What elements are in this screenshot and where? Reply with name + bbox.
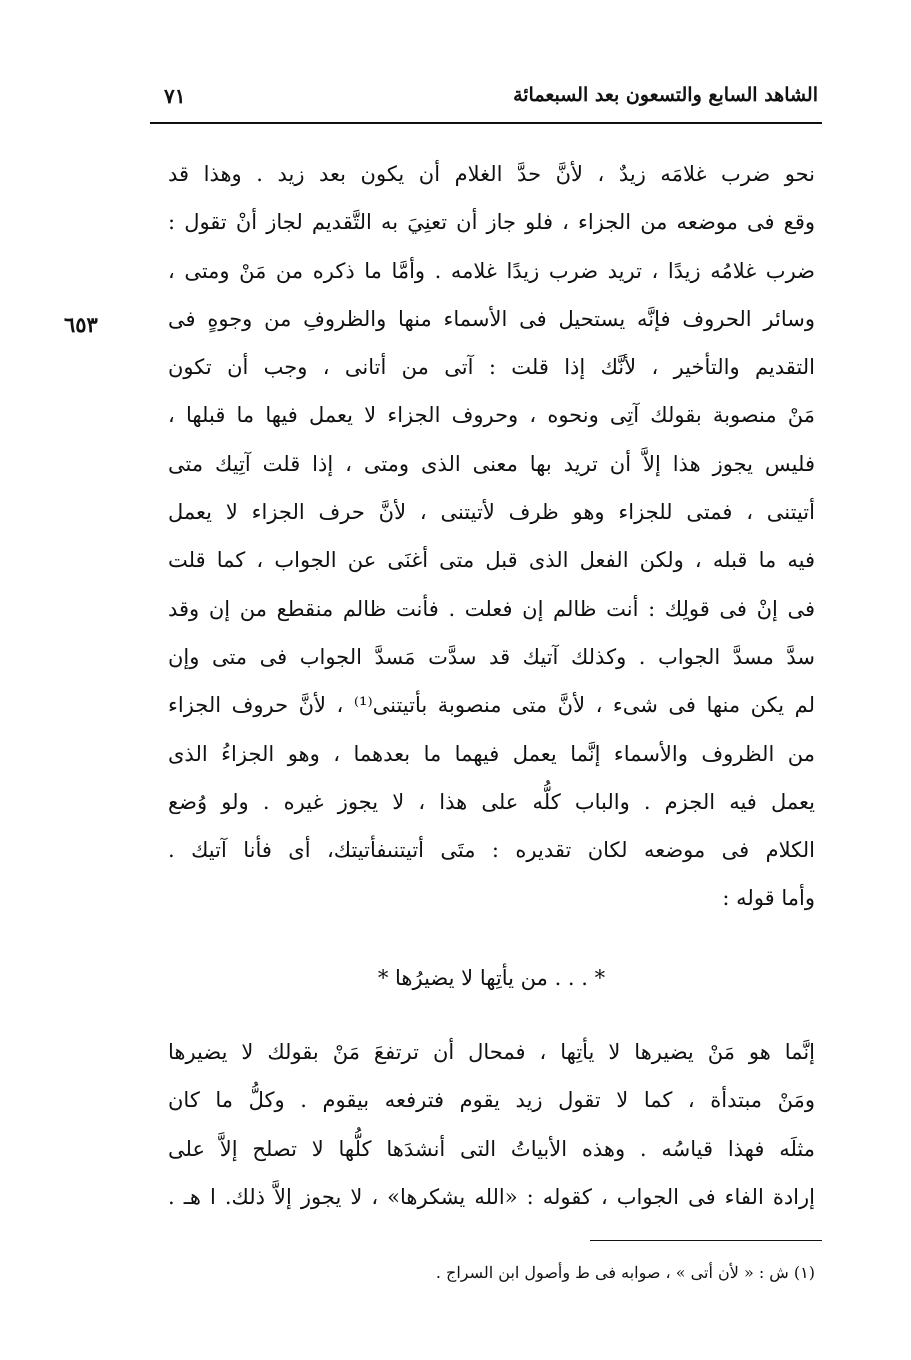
text-line: إرادة الفاء فى الجواب ، كقوله : «الله يشكرها» ، لا يجوز إلاَّ ذلك. ا هـ . <box>168 1184 815 1209</box>
text-line: فيه ما قبله ، ولكن الفعل الذى قبل متى أغنَى عن الجواب ، كما قلت <box>168 548 815 573</box>
margin-page-number: ٦٥٣ <box>64 312 98 337</box>
text-line: وسائر الحروف فإنَّه يستحيل فى الأسماء منها والظروفِ من وجوهٍ فى <box>168 306 815 331</box>
text-line: فى إنْ فى قولِك : أنت ظالم إن فعلت . فأنت ظالم منقطع من إن وقد <box>168 596 815 621</box>
text-line: التقديم والتأخير ، لأنَّك إذا قلت : آتى من أتانى ، وجب أن تكون <box>168 355 815 380</box>
text-line: مثلَه فهذا قياسُه . وهذه الأبياتُ التى أنشدَها كلُّها لا تصلح إلاَّ على <box>168 1136 815 1161</box>
text-line: سدَّ مسدَّ الجواب . وكذلك آتيك قد سدَّت مَسدَّ الجواب فى متى وإن <box>168 644 815 669</box>
text-line: الكلام فى موضعه لكان تقديره : متَى أتيتنىفأتيتك، أى فأنا آتيك . <box>168 838 815 863</box>
verse-line: * . . . من يأتِها لا يضيرُها * <box>377 966 606 990</box>
text-line: مَنْ منصوبة بقولك آتِى ونحوه ، وحروف الجزاء لا يعمل فيها ما قبلها ، <box>168 403 815 428</box>
header-rule <box>150 122 822 124</box>
text-line: من الظروف والأسماء إنَّما يعمل فيهما ما بعدهما ، وهو الجزاءُ الذى <box>168 741 815 766</box>
text-line: فليس يجوز هذا إلاَّ أن تريد بها معنى الذى ومتى ، إذا قلت آتِيك متى <box>168 451 815 476</box>
text-line: يعمل فيه الجزم . والباب كلُّه على هذا ، لا يجوز غيره . ولو وُضع <box>168 789 815 814</box>
text-line: ضرب غلامُه زيدًا ، تريد ضرب زيدًا غلامه . وأمَّا ما ذكره من مَنْ ومتى ، <box>168 258 815 283</box>
footnote-rule <box>590 1240 822 1241</box>
text-line: ومَنْ مبتدأة ، كما لا تقول زيد يقوم فترفعه بيقوم . وكلُّ ما كان <box>168 1088 815 1113</box>
text-line: نحو ضرب غلامَه زيدٌ ، لأنَّ حدَّ الغلام أن يكون بعد زيد . وهذا قد <box>168 162 815 186</box>
text-line: وقع فى موضعه من الجزاء ، فلو جاز أن تعنِيَ به التَّقديم لجاز أنْ تقول : <box>168 210 815 235</box>
running-header-title: الشاهد السابع والتسعون بعد السبعمائة <box>513 84 818 106</box>
page-number: ٧١ <box>164 84 186 108</box>
paragraph-2 <box>168 1028 815 1221</box>
text-line: لم يكن منها فى شىء ، لأنَّ متى منصوبة بأتيتنى⁽¹⁾ ، لأنَّ حروف الجزاء <box>168 693 815 718</box>
text-line: وأما قوله : <box>722 886 815 911</box>
text-line: إنَّما هو مَنْ يضيرها لا يأتِها ، فمحال أن ترتفعَ مَنْ بقولك لا يضيرها <box>168 1040 815 1064</box>
running-header <box>150 78 822 122</box>
paragraph-1 <box>168 150 815 923</box>
footnote: (١) ش : « لأن أتى » ، صوابه فى ط وأصول ابن السراج . <box>435 1263 815 1282</box>
text-line: أتيتنى ، فمتى للجزاء وهو ظرف لأتيتنى ، لأنَّ حرف الجزاء لا يعمل <box>168 500 815 525</box>
